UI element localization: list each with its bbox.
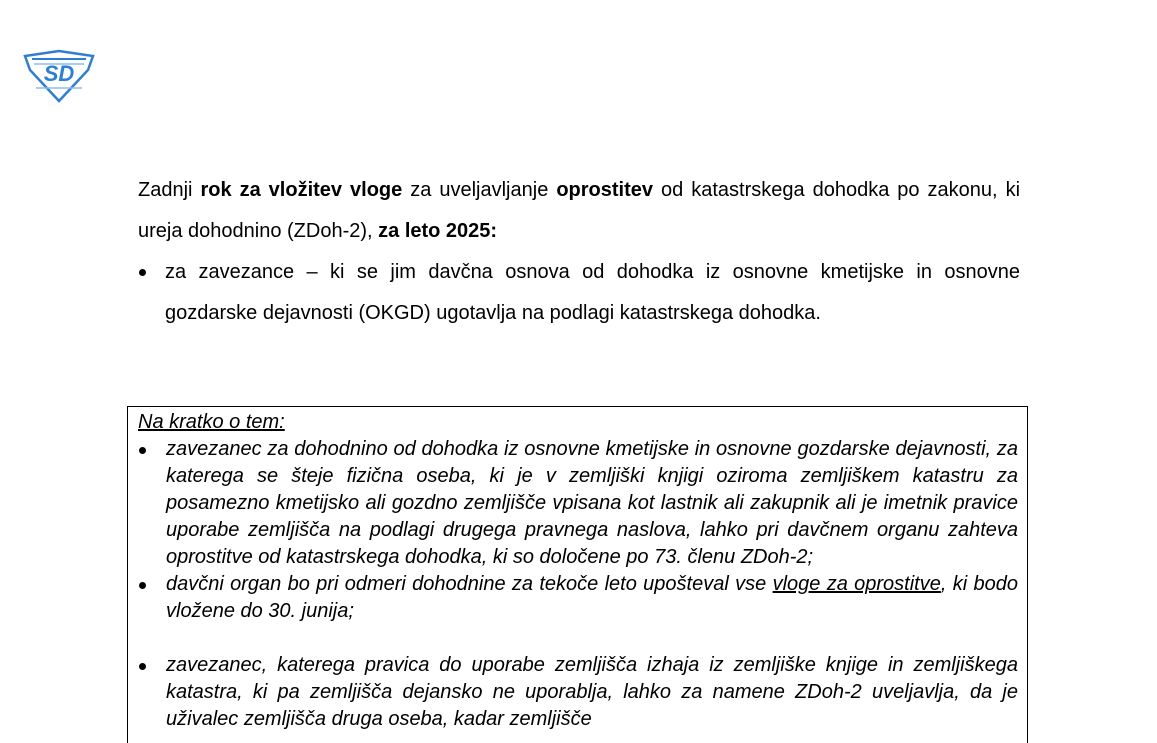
summary-list-item: [138, 652, 1018, 733]
intro-list: [138, 252, 1020, 334]
intro-text-2: za uveljavljanje: [402, 179, 557, 201]
list-spacer: [138, 625, 1018, 652]
summary-item-text: zavezanec za dohodnino od dohodka iz osnovne kmetijske in osnovne gozdarske dejavnosti, za katerega se šteje fizična oseba, ki je v zemljiški knjigi oziroma zemljiškem katastru za posamezno kmetijsko ali gozdno zemljišče vpisana kot lastnik ali zakupnik ali je imetnik pravice uporabe zemljišča na podlagi drugega pravnega naslova, lahko pri davčnem organu zahteva oprostitve od katastrskega dohodka, ki so določene po 73. členu ZDoh-2;: [166, 438, 1018, 568]
intro-list-item-text: za zavezance – ki se jim davčna osnova od dohodka iz osnovne kmetijske in osnovne gozdarske dejavnosti (OKGD) ugotavlja na podlagi katastrskega dohodka.: [165, 261, 1020, 324]
summary-item-text: , ki bodo vložene do 30. junija;: [166, 573, 1019, 622]
intro-section: [138, 170, 1020, 334]
summary-box: [127, 406, 1028, 743]
bullet-icon: [139, 269, 146, 276]
logo-text: SD: [43, 61, 75, 86]
summary-list-item: [138, 436, 1018, 571]
sd-shield-logo-icon: [22, 48, 96, 104]
bullet-icon: [139, 447, 146, 454]
summary-list-item: [138, 571, 1018, 625]
intro-bold-deadline: rok za vložitev vloge: [200, 179, 403, 201]
summary-item-text: zavezanec, katerega pravica do uporabe zemljišča izhaja iz zemljiške knjige in zemljiškega katastra, ki pa zemljišča dejansko ne uporablja, lahko za namene ZDoh-2 uveljavlja, da je uživalec zemljišča druga oseba, kadar zemljišče: [166, 654, 1018, 730]
intro-text-3: od katastrskega dohodka po zakonu, ki ureja dohodnino (ZDoh-2),: [138, 179, 1021, 242]
summary-list: [138, 436, 1018, 733]
summary-item-text: davčni organ bo pri odmeri dohodnine za tekoče leto upošteval vse: [166, 573, 773, 595]
intro-paragraph: [138, 170, 1020, 252]
intro-bold-year: za leto 2025:: [378, 220, 498, 242]
intro-list-item: [138, 252, 1020, 334]
summary-box-title: Na kratko o tem:: [138, 411, 285, 433]
underlined-term: vloge za oprostitve: [772, 573, 941, 595]
bullet-icon: [139, 582, 146, 589]
bullet-icon: [139, 663, 146, 670]
intro-text-1: Zadnji: [138, 179, 201, 201]
intro-bold-exemptions: oprostitev: [556, 179, 653, 201]
